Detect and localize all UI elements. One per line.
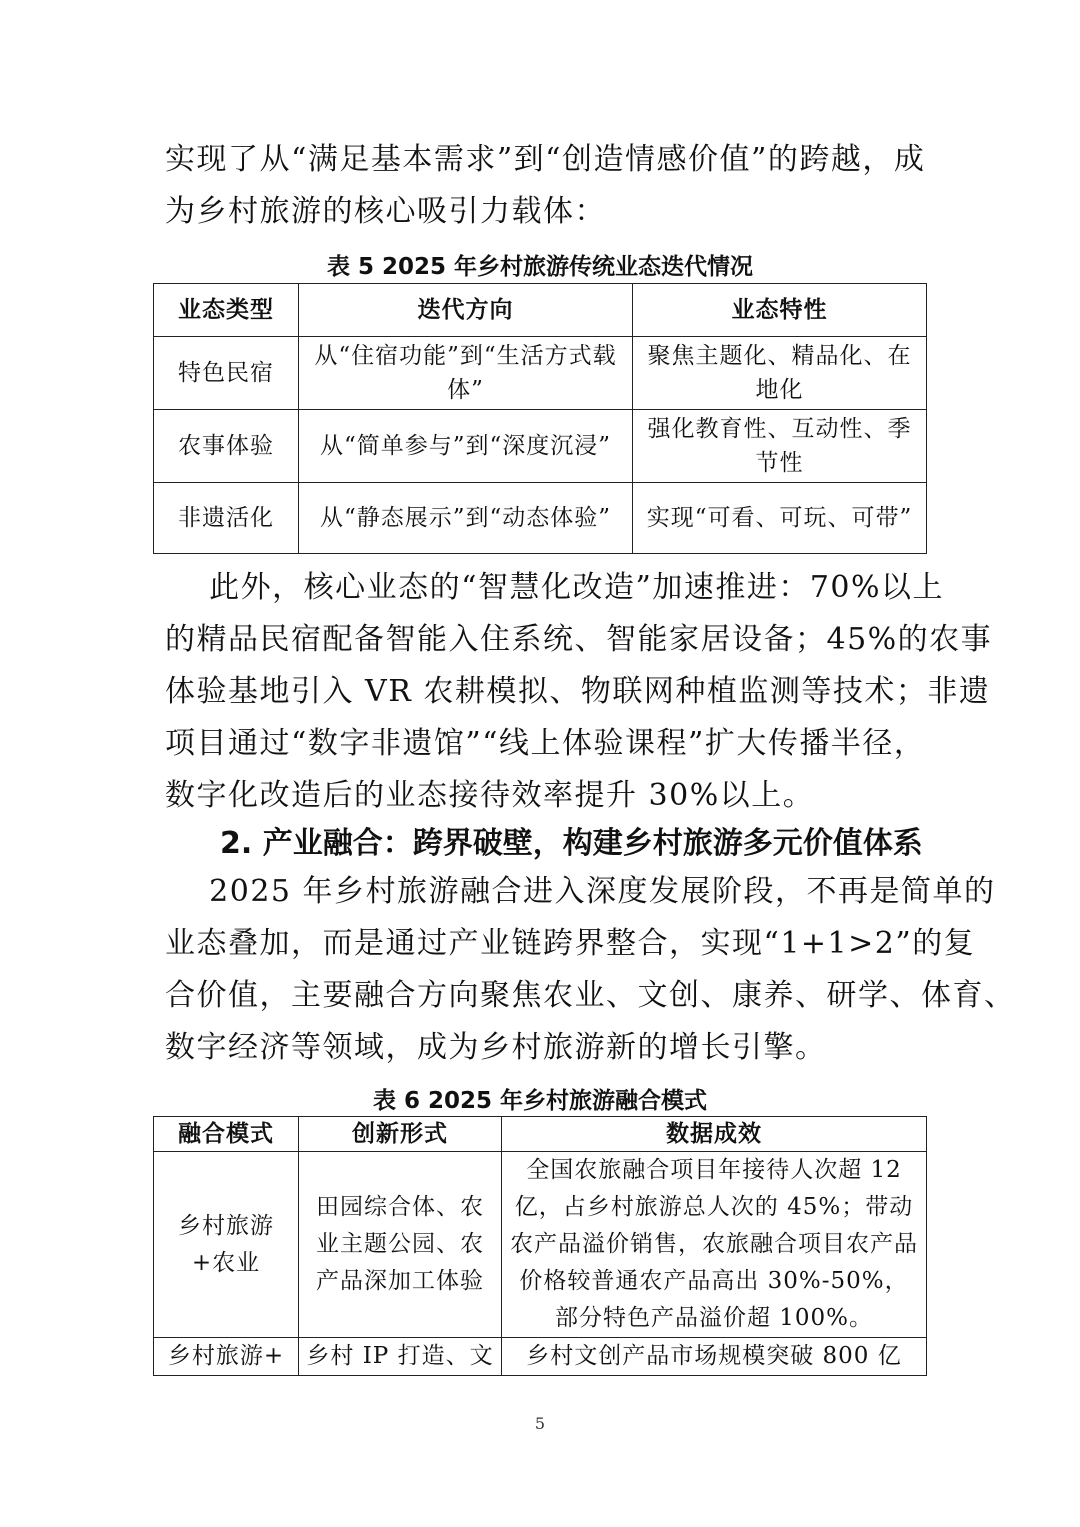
table-row [154,1338,927,1376]
table-cell: 从“住宿功能”到“生活方式载体” [299,337,633,410]
table-cell: 从“静态展示”到“动态体验” [299,483,633,554]
table6-caption: 表 6 2025 年乡村旅游融合模式 [372,1088,708,1114]
table-cell: 实现“可看、可玩、可带” [633,483,927,554]
text-line: 此外，核心业态的“智慧化改造”加速推进：70%以上 [165,570,944,605]
intro-paragraph [165,134,926,238]
text-line: 实现了从“满足基本需求”到“创造情感价值”的跨越，成 [165,142,926,177]
table5 [153,283,927,554]
table-cell: 乡村 IP 打造、文 [299,1338,502,1376]
table5-caption: 表 5 2025 年乡村旅游传统业态迭代情况 [326,254,754,280]
column-header: 数据成效 [502,1117,927,1152]
column-header: 业态特性 [633,284,927,337]
column-header: 迭代方向 [299,284,633,337]
table-cell: 乡村文创产品市场规模突破 800 亿 [502,1338,927,1376]
integration-paragraph [165,866,1016,1074]
table-cell: 非遗活化 [154,483,299,554]
table-cell: 乡村旅游+ [154,1338,299,1376]
text-line: 数字经济等领域，成为乡村旅游新的增长引擎。 [165,1030,827,1065]
text-line: 合价值，主要融合方向聚焦农业、文创、康养、研学、体育、 [165,978,1016,1013]
column-header: 融合模式 [154,1117,299,1152]
section-heading: 2. 产业融合：跨界破壁，构建乡村旅游多元价值体系 [220,826,923,861]
table-row [154,337,927,410]
text-line: 业态叠加，而是通过产业链跨界整合，实现“1+1>2”的复 [165,926,976,961]
table-header-row [154,284,927,337]
text-line: 为乡村旅游的核心吸引力载体： [165,194,606,229]
table-row [154,483,927,554]
smart-upgrade-paragraph [165,562,993,822]
text-line: 项目通过“数字非遗馆”“线上体验课程”扩大传播半径， [165,726,926,761]
text-line: 数字化改造后的业态接待效率提升 30%以上。 [165,778,815,813]
text-line: 体验基地引入 VR 农耕模拟、物联网种植监测等技术；非遗 [165,674,991,709]
table6 [153,1116,927,1376]
page-number: 5 [534,1414,546,1433]
column-header: 创新形式 [299,1117,502,1152]
table-cell: 强化教育性、互动性、季节性 [633,410,927,483]
text-line: 的精品民宿配备智能入住系统、智能家居设备；45%的农事 [165,622,993,657]
table-cell: 田园综合体、农业主题公园、农产品深加工体验 [299,1152,502,1338]
table-row [154,410,927,483]
table-cell: 农事体验 [154,410,299,483]
table-row [154,1152,927,1338]
table-cell: 特色民宿 [154,337,299,410]
table-cell: 聚焦主题化、精品化、在地化 [633,337,927,410]
column-header: 业态类型 [154,284,299,337]
table-cell: 乡村旅游+农业 [154,1152,299,1338]
table-cell: 全国农旅融合项目年接待人次超 12 亿，占乡村旅游总人次的 45%；带动农产品溢价销售，农旅融合项目农产品价格较普通农产品高出 30%-50%，部分特色产品溢价超 100%。 [502,1152,927,1338]
table-header-row [154,1117,927,1152]
table-cell: 从“简单参与”到“深度沉浸” [299,410,633,483]
text-line: 2025 年乡村旅游融合进入深度发展阶段，不再是简单的 [165,874,996,909]
